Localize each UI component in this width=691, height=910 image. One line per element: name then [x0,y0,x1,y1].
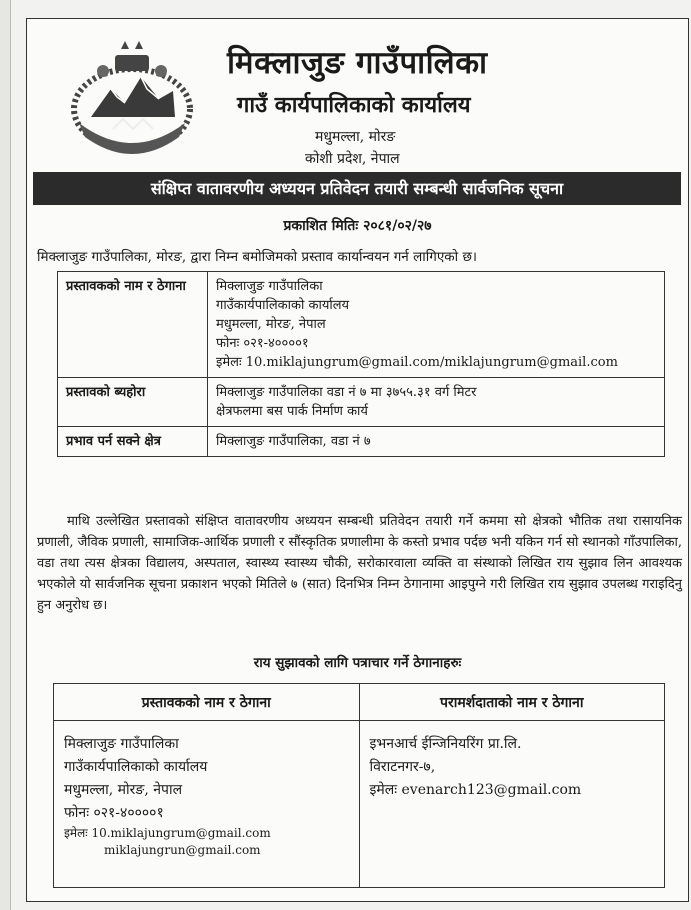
page-edge [0,0,11,910]
table-row [58,427,665,457]
notice-banner: संक्षिप्त वातावरणीय अध्ययन प्रतिवेदन तयारी सम्बन्धी सार्वजनिक सूचना [33,172,681,205]
proposer-contact-address: मधुमल्ला, मोरङ, नेपाल [64,782,183,798]
table-row [54,721,665,888]
proposer-name: मिक्लाजुङ गाउँपालिका [216,279,323,294]
proposer-contact-phone: फोनः ०२१-४००००१ [64,805,164,821]
proposer-contact-email-2: miklajungrun@gmail.com [104,843,261,857]
consultant-column-header: परामर्शदाताको नाम र ठेगाना [359,684,665,721]
table-header-row [54,684,665,721]
nepal-emblem-icon [63,37,201,169]
proposer-email: इमेलः 10.miklajungrum@gmail.com/miklajungrum@gmail.com [216,355,618,370]
proposer-address: मधुमल्ला, मोरङ, नेपाल [216,317,326,332]
proposer-contact-email-1: इमेलः 10.miklajungrum@gmail.com [64,826,271,840]
municipality-title: मिक्लाजुङ गाउँपालिका [227,45,488,81]
consultant-address: विराटनगर-७, [369,759,436,775]
contacts-title: राय सुझावको लागि पत्राचार गर्ने ठेगानाहरुः [253,655,462,671]
public-notice [26,18,689,902]
proposer-label: प्रस्तावकको नाम र ठेगाना [58,272,208,378]
affected-area: मिक्लाजुङ गाउँपालिका, वडा नं ७ [208,427,665,457]
consultant-contact [359,721,665,888]
proposal-subject-label: प्रस्तावको ब्यहोरा [58,378,208,427]
proposer-details [208,272,665,378]
office-title: गाउँ कार्यपालिकाको कार्यालय [237,92,471,118]
proposal-subject-line-2: क्षेत्रफलमा बस पार्क निर्माण कार्य [216,404,368,419]
notice-header [27,19,688,174]
intro-text: मिक्लाजुङ गाउँपालिका, मोरङ, द्वारा निम्न बमोजिमको प्रस्ताव कार्यान्वयन गर्न लागिएको छ। [37,249,478,265]
published-date: प्रकाशित मितिः २०८१/०२/२७ [283,218,432,234]
table-row [58,378,665,427]
proposal-info-table [57,271,665,457]
proposer-column-header: प्रस्तावकको नाम र ठेगाना [54,684,360,721]
proposer-contact-office: गाउँकार्यपालिकाको कार्यालय [64,759,208,775]
proposal-subject [208,378,665,427]
address-line-2: कोशी प्रदेश, नेपाल [305,151,400,167]
proposer-phone: फोनः ०२१-४००००१ [216,336,309,351]
affected-area-label: प्रभाव पर्न सक्ने क्षेत्र [58,427,208,457]
proposer-office: गाउँकार्यपालिकाको कार्यालय [216,298,350,313]
proposal-subject-line-1: मिक्लाजुङ गाउँपालिका वडा नं ७ मा ३७५५.३१ वर्ग मिटर [216,385,477,400]
notice-paragraph: माथि उल्लेखित प्रस्तावको संक्षिप्त वातावरणीय अध्ययन सम्बन्धी प्रतिवेदन तयारी गर्ने कममा सो क्षेत्रको भौतिक तथा रासायनिक प्रणाली, जैविक प्रणाली, सामाजिक-आर्थिक प्रणाली र सौंस्कृतिक प्रणालीमा के कस्तो प्रभाव पर्दछ भनी यकिन गर्न सो स्थानको गाँउपालिका, वडा तथा त्यस क्षेत्रका विद्यालय, अस्पताल, स्वास्थ्य स्वास्थ्य चौकी, सरोकारवाला व्यक्ति वा संस्थाको लिखित राय सुझाव लिन आवश्यक भएकोले यो सार्वजनिक सूचना प्रकाशन भएको मितिले ७ (सात) दिनभित्र निम्न ठेगानामा आइपुग्ने गरी लिखित राय सुझाव उपलब्ध गराइदिनु हुन अनुरोध छ। [37,514,682,613]
proposer-contact-name: मिक्लाजुङ गाउँपालिका [64,736,179,752]
proposer-contact [54,721,360,888]
address-line-1: मधुमल्ला, मोरङ [315,129,396,145]
consultant-email: इमेलः evenarch123@gmail.com [369,782,582,798]
contacts-table [53,683,665,888]
table-row [58,272,665,378]
consultant-name: इभनआर्च ईन्जिनियरिंग प्रा.लि. [369,736,522,752]
